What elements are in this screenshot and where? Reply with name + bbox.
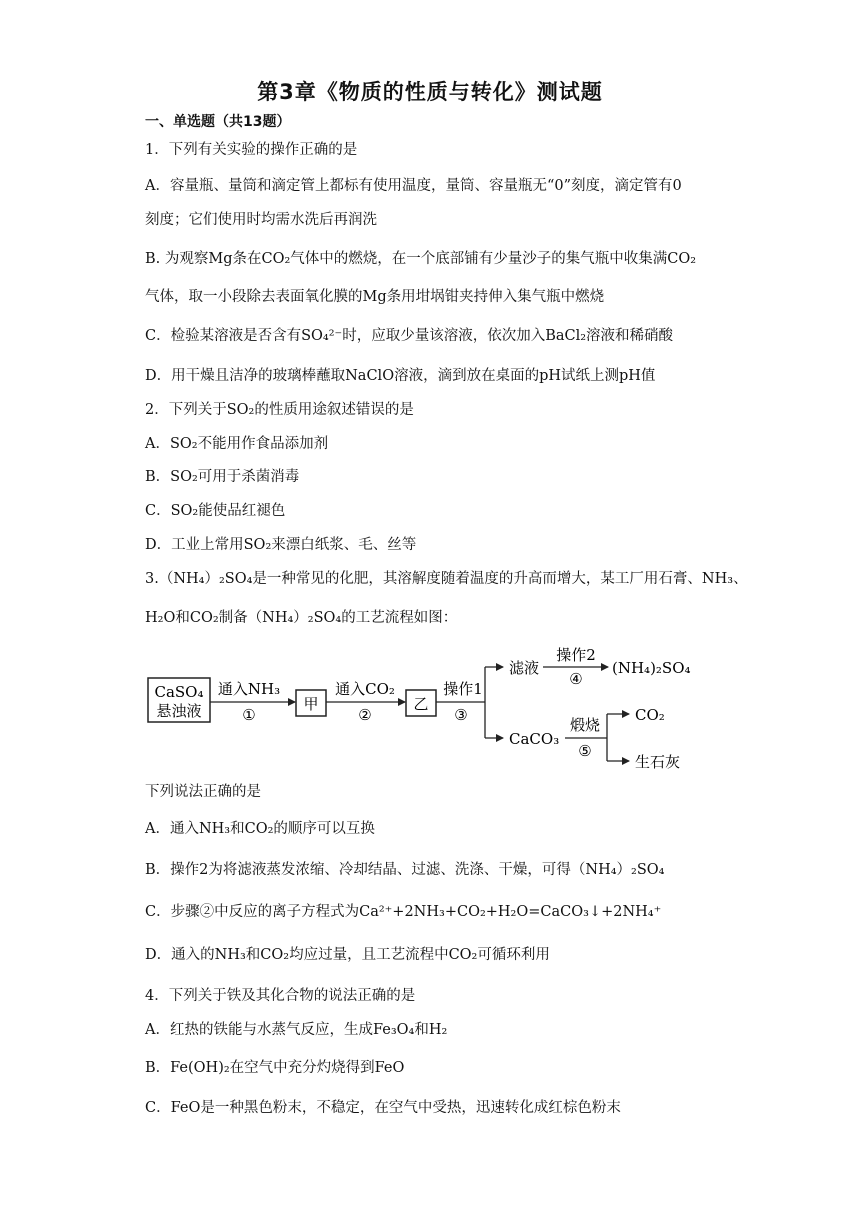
step2-number: ②	[358, 706, 372, 724]
box-suspension-label: 悬浊液	[156, 702, 202, 720]
process-flow-diagram	[145, 646, 705, 776]
q1-option-b-line2: 气体，取一小段除去表面氧化膜的Mg条用坩埚钳夹持伸入集气瓶中燃烧	[145, 289, 605, 305]
page-title: 第3章《物质的性质与转化》测试题	[257, 80, 603, 104]
step5-number: ⑤	[578, 742, 592, 760]
section-heading: 一、单选题（共13题）	[145, 114, 291, 130]
q1-option-d: D．用干燥且洁净的玻璃棒蘸取NaClO溶液，滴到放在桌面的pH试纸上测pH值	[145, 368, 656, 384]
step4-label: 操作2	[556, 646, 596, 664]
q1-option-c: C．检验某溶液是否含有SO₄²⁻时，应取少量该溶液，依次加入BaCl₂溶液和稀硝酸	[145, 328, 674, 344]
q2-stem: 2．下列关于SO₂的性质用途叙述错误的是	[145, 402, 414, 418]
co2-label: CO₂	[635, 706, 665, 724]
box-yi-label: 乙	[413, 695, 429, 713]
q4-stem: 4．下列关于铁及其化合物的说法正确的是	[145, 988, 416, 1004]
q3-option-b: B．操作2为将滤液蒸发浓缩、冷却结晶、过滤、洗涤、干燥，可得（NH₄）₂SO₄	[145, 862, 665, 878]
step4-number: ④	[569, 670, 583, 688]
step1-number: ①	[242, 706, 256, 724]
q3-stem-line1: 3.（NH₄）₂SO₄是一种常见的化肥，其溶解度随着温度的升高而增大，某工厂用石膏、NH₃、	[145, 571, 748, 587]
step5-label: 煅烧	[569, 716, 601, 734]
step2-label: 通入CO₂	[335, 680, 395, 698]
step3-number: ③	[454, 706, 468, 724]
filtrate-label: 滤液	[509, 659, 540, 677]
q4-option-b: B．Fe(OH)₂在空气中充分灼烧得到FeO	[145, 1060, 405, 1076]
q4-option-a: A．红热的铁能与水蒸气反应，生成Fe₃O₄和H₂	[145, 1022, 448, 1038]
q1-stem: 1．下列有关实验的操作正确的是	[145, 142, 358, 158]
step3-label: 操作1	[443, 680, 483, 698]
q3-stem-line2: H₂O和CO₂制备（NH₄）₂SO₄的工艺流程如图：	[145, 610, 458, 626]
box-caso4-label: CaSO₄	[154, 683, 204, 701]
caco3-label: CaCO₃	[509, 730, 560, 748]
q1-option-b-line1: B. 为观察Mg条在CO₂气体中的燃烧，在一个底部铺有少量沙子的集气瓶中收集满CO₂	[145, 251, 697, 267]
q3-option-d: D．通入的NH₃和CO₂均应过量，且工艺流程中CO₂可循环利用	[145, 947, 550, 963]
q2-option-b: B．SO₂可用于杀菌消毒	[145, 469, 300, 485]
q3-option-c: C．步骤②中反应的离子方程式为Ca²⁺+2NH₃+CO₂+H₂O=CaCO₃↓+2NH₄⁺	[145, 904, 662, 920]
product-label: (NH₄)₂SO₄	[612, 659, 691, 677]
q2-option-c: C．SO₂能使品红褪色	[145, 503, 286, 519]
q4-option-c: C．FeO是一种黑色粉末，不稳定，在空气中受热，迅速转化成红棕色粉末	[145, 1100, 621, 1116]
q3-ask: 下列说法正确的是	[145, 784, 261, 800]
box-jia-label: 甲	[303, 695, 319, 713]
q3-option-a: A．通入NH₃和CO₂的顺序可以互换	[145, 821, 375, 837]
q2-option-d: D．工业上常用SO₂来漂白纸浆、毛、丝等	[145, 537, 417, 553]
q1-option-a-line1: A．容量瓶、量筒和滴定管上都标有使用温度，量筒、容量瓶无“0”刻度，滴定管有0	[145, 178, 682, 194]
q2-option-a: A．SO₂不能用作食品添加剂	[145, 436, 329, 452]
lime-label: 生石灰	[635, 753, 681, 771]
step1-label: 通入NH₃	[217, 680, 281, 698]
q1-option-a-line2: 刻度；它们使用时均需水洗后再润洗	[145, 212, 377, 228]
